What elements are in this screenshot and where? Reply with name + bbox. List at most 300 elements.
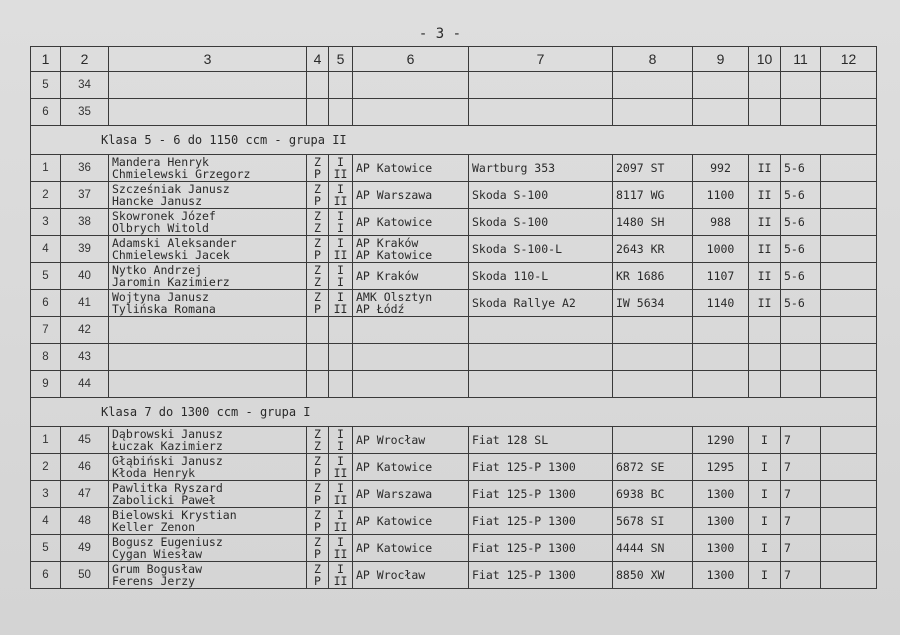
licence-class-line-2: II [333, 493, 348, 507]
club-line-1: AP Warszawa [356, 188, 433, 202]
crew-names [109, 236, 307, 263]
licence-class-line-1: I [337, 290, 344, 304]
licence-type-line-1: Z [314, 535, 321, 549]
start-number: 35 [61, 99, 109, 126]
licence-class-line-1: I [337, 454, 344, 468]
car-model: Fiat 125-P 1300 [469, 535, 613, 562]
class-number: 5-6 [781, 155, 821, 182]
crew-names [109, 562, 307, 589]
row-index: 7 [31, 317, 61, 344]
table-row [31, 371, 877, 398]
class-number: 7 [781, 535, 821, 562]
class-number: 7 [781, 508, 821, 535]
column-header: 12 [821, 47, 877, 72]
licence-type [307, 263, 329, 290]
empty-cell [821, 290, 877, 317]
club-line-1: AP Wrocław [356, 568, 426, 582]
engine-ccm: 988 [693, 209, 749, 236]
class-number: 7 [781, 562, 821, 589]
group-number: II [749, 182, 781, 209]
car-model: Fiat 125-P 1300 [469, 481, 613, 508]
crew-names [109, 508, 307, 535]
empty-cell [821, 209, 877, 236]
licence-type [307, 236, 329, 263]
crew-name-line-2: Cygan Wiesław [112, 547, 203, 561]
row-index: 6 [31, 99, 61, 126]
empty-cell [693, 317, 749, 344]
licence-type [307, 454, 329, 481]
car-model: Skoda S-100-L [469, 236, 613, 263]
empty-cell [109, 99, 307, 126]
licence-class [329, 182, 353, 209]
group-heading-row [31, 398, 877, 427]
licence-class [329, 263, 353, 290]
crew-name-line-1: Wojtyna Janusz [112, 290, 209, 304]
licence-type-line-2: P [314, 547, 321, 561]
empty-cell [821, 562, 877, 589]
registration: 8117 WG [613, 182, 693, 209]
car-model: Skoda S-100 [469, 209, 613, 236]
crew-name-line-2: Hancke Janusz [112, 194, 203, 208]
club-line-1: AP Katowice [356, 215, 433, 229]
crew-name-line-2: Jaromin Kazimierz [112, 275, 230, 289]
registration: IW 5634 [613, 290, 693, 317]
club [353, 155, 469, 182]
table-row [31, 155, 877, 182]
start-number: 49 [61, 535, 109, 562]
club-line-1: AP Wrocław [356, 433, 426, 447]
licence-type-line-1: Z [314, 508, 321, 522]
empty-cell [781, 317, 821, 344]
crew-name-line-1: Szcześniak Janusz [112, 182, 230, 196]
car-model: Fiat 128 SL [469, 427, 613, 454]
club [353, 263, 469, 290]
engine-ccm: 1295 [693, 454, 749, 481]
header-row [31, 47, 877, 72]
class-number: 5-6 [781, 182, 821, 209]
licence-class [329, 209, 353, 236]
engine-ccm: 1300 [693, 535, 749, 562]
crew-name-line-2: Keller Zenon [112, 520, 196, 534]
start-number: 34 [61, 72, 109, 99]
empty-cell [781, 99, 821, 126]
club [353, 290, 469, 317]
licence-type [307, 155, 329, 182]
engine-ccm: 1300 [693, 508, 749, 535]
empty-cell [353, 99, 469, 126]
row-index: 3 [31, 209, 61, 236]
crew-name-line-1: Skowronek Józef [112, 209, 216, 223]
empty-cell [749, 371, 781, 398]
registration [613, 427, 693, 454]
crew-name-line-1: Bielowski Krystian [112, 508, 237, 522]
licence-type-line-2: Z [314, 439, 321, 453]
column-header: 10 [749, 47, 781, 72]
table-row [31, 263, 877, 290]
group-heading-row [31, 126, 877, 155]
empty-cell [353, 72, 469, 99]
row-index: 8 [31, 344, 61, 371]
row-index: 3 [31, 481, 61, 508]
start-number: 38 [61, 209, 109, 236]
table-row [31, 290, 877, 317]
licence-class [329, 481, 353, 508]
empty-cell [821, 344, 877, 371]
empty-cell [353, 317, 469, 344]
licence-class [329, 155, 353, 182]
table-row [31, 72, 877, 99]
engine-ccm: 1290 [693, 427, 749, 454]
licence-type [307, 182, 329, 209]
licence-type-line-2: P [314, 248, 321, 262]
column-header: 9 [693, 47, 749, 72]
class-number: 5-6 [781, 209, 821, 236]
licence-class-line-1: I [337, 263, 344, 277]
table-row [31, 535, 877, 562]
start-number: 48 [61, 508, 109, 535]
crew-name-line-1: Mandera Henryk [112, 155, 209, 169]
licence-type-line-1: Z [314, 427, 321, 441]
crew-name-line-2: Zabolicki Paweł [112, 493, 216, 507]
class-number: 5-6 [781, 290, 821, 317]
table-row [31, 317, 877, 344]
column-header: 1 [31, 47, 61, 72]
column-header: 2 [61, 47, 109, 72]
class-number: 7 [781, 427, 821, 454]
crew-name-line-2: Chmielewski Grzegorz [112, 167, 251, 181]
licence-class-line-1: I [337, 562, 344, 576]
table-row [31, 481, 877, 508]
column-header: 11 [781, 47, 821, 72]
class-number: 5-6 [781, 236, 821, 263]
empty-cell [781, 371, 821, 398]
table-body [31, 47, 877, 589]
table-row [31, 562, 877, 589]
group-number: I [749, 562, 781, 589]
group-number: I [749, 427, 781, 454]
licence-class-line-1: I [337, 427, 344, 441]
licence-type-line-2: Z [314, 221, 321, 235]
start-number: 36 [61, 155, 109, 182]
group-number: II [749, 155, 781, 182]
group-number: II [749, 263, 781, 290]
start-number: 40 [61, 263, 109, 290]
table-row [31, 236, 877, 263]
crew-name-line-1: Dąbrowski Janusz [112, 427, 223, 441]
start-number: 46 [61, 454, 109, 481]
car-model: Fiat 125-P 1300 [469, 562, 613, 589]
registration: 2643 KR [613, 236, 693, 263]
licence-type-line-2: P [314, 520, 321, 534]
club-line-1: AP Katowice [356, 541, 433, 555]
empty-cell [821, 99, 877, 126]
club [353, 481, 469, 508]
table-row [31, 454, 877, 481]
club-line-1: AP Kraków [356, 236, 419, 250]
club-line-1: AP Katowice [356, 514, 433, 528]
empty-cell [469, 99, 613, 126]
engine-ccm: 992 [693, 155, 749, 182]
empty-cell [693, 99, 749, 126]
licence-class-line-1: I [337, 481, 344, 495]
row-index: 4 [31, 508, 61, 535]
licence-class [329, 535, 353, 562]
start-number: 42 [61, 317, 109, 344]
club-line-2: AP Katowice [356, 248, 433, 262]
empty-cell [693, 72, 749, 99]
table-row [31, 182, 877, 209]
registration: 2097 ST [613, 155, 693, 182]
start-number: 37 [61, 182, 109, 209]
crew-name-line-1: Bogusz Eugeniusz [112, 535, 223, 549]
group-number: II [749, 236, 781, 263]
start-number: 45 [61, 427, 109, 454]
group-number: I [749, 454, 781, 481]
licence-class-line-2: I [337, 275, 344, 289]
crew-names [109, 454, 307, 481]
empty-cell [821, 263, 877, 290]
empty-cell [469, 317, 613, 344]
empty-cell [329, 99, 353, 126]
club [353, 182, 469, 209]
empty-cell [469, 344, 613, 371]
car-model: Skoda 110-L [469, 263, 613, 290]
group-number: I [749, 535, 781, 562]
licence-class [329, 427, 353, 454]
licence-class-line-2: II [333, 302, 348, 316]
licence-class-line-1: I [337, 535, 344, 549]
licence-type [307, 535, 329, 562]
car-model: Fiat 125-P 1300 [469, 454, 613, 481]
registration: 8850 XW [613, 562, 693, 589]
engine-ccm: 1100 [693, 182, 749, 209]
licence-class-line-1: I [337, 209, 344, 223]
row-index: 2 [31, 182, 61, 209]
crew-name-line-2: Łuczak Kazimierz [112, 439, 223, 453]
column-header: 3 [109, 47, 307, 72]
row-index: 6 [31, 562, 61, 589]
start-number: 41 [61, 290, 109, 317]
licence-class [329, 508, 353, 535]
engine-ccm: 1107 [693, 263, 749, 290]
group-heading: Klasa 7 do 1300 ccm - grupa I [31, 398, 877, 427]
licence-class-line-2: II [333, 574, 348, 588]
registration: 5678 SI [613, 508, 693, 535]
club [353, 508, 469, 535]
engine-ccm: 1300 [693, 481, 749, 508]
empty-cell [469, 72, 613, 99]
empty-cell [353, 371, 469, 398]
empty-cell [613, 99, 693, 126]
licence-type [307, 290, 329, 317]
crew-name-line-2: Olbrych Witold [112, 221, 209, 235]
group-number: II [749, 209, 781, 236]
empty-cell [821, 155, 877, 182]
crew-name-line-2: Ferens Jerzy [112, 574, 196, 588]
club-line-1: AP Kraków [356, 269, 419, 283]
empty-cell [821, 236, 877, 263]
start-number: 50 [61, 562, 109, 589]
licence-class-line-2: I [337, 439, 344, 453]
row-index: 1 [31, 155, 61, 182]
club [353, 454, 469, 481]
licence-class-line-1: I [337, 182, 344, 196]
engine-ccm: 1000 [693, 236, 749, 263]
empty-cell [749, 99, 781, 126]
column-header: 6 [353, 47, 469, 72]
licence-type [307, 209, 329, 236]
licence-class [329, 236, 353, 263]
licence-type-line-2: P [314, 167, 321, 181]
club [353, 236, 469, 263]
empty-cell [821, 317, 877, 344]
class-number: 7 [781, 481, 821, 508]
empty-cell [307, 317, 329, 344]
licence-type-line-2: Z [314, 275, 321, 289]
car-model: Fiat 125-P 1300 [469, 508, 613, 535]
empty-cell [613, 371, 693, 398]
licence-type-line-2: P [314, 574, 321, 588]
empty-cell [469, 371, 613, 398]
car-model: Skoda S-100 [469, 182, 613, 209]
group-number: I [749, 481, 781, 508]
start-number: 39 [61, 236, 109, 263]
licence-type-line-1: Z [314, 155, 321, 169]
empty-cell [821, 371, 877, 398]
club [353, 535, 469, 562]
club-line-2: AP Łódź [356, 302, 405, 316]
table-row [31, 209, 877, 236]
start-number: 44 [61, 371, 109, 398]
club [353, 427, 469, 454]
crew-name-line-2: Kłoda Henryk [112, 466, 196, 480]
licence-type-line-1: Z [314, 263, 321, 277]
club-line-1: AMK Olsztyn [356, 290, 433, 304]
licence-type-line-1: Z [314, 562, 321, 576]
row-index: 9 [31, 371, 61, 398]
licence-class-line-1: I [337, 508, 344, 522]
licence-class-line-2: I [337, 221, 344, 235]
empty-cell [781, 344, 821, 371]
licence-type-line-1: Z [314, 209, 321, 223]
empty-cell [613, 317, 693, 344]
table-row [31, 99, 877, 126]
club [353, 209, 469, 236]
empty-cell [307, 371, 329, 398]
licence-type [307, 481, 329, 508]
registration: 1480 SH [613, 209, 693, 236]
crew-names [109, 535, 307, 562]
empty-cell [307, 72, 329, 99]
registration: 6938 BC [613, 481, 693, 508]
column-header: 4 [307, 47, 329, 72]
row-index: 6 [31, 290, 61, 317]
licence-class [329, 454, 353, 481]
licence-class-line-1: I [337, 236, 344, 250]
empty-cell [329, 344, 353, 371]
empty-cell [781, 72, 821, 99]
row-index: 5 [31, 72, 61, 99]
empty-cell [821, 182, 877, 209]
empty-cell [821, 454, 877, 481]
group-heading: Klasa 5 - 6 do 1150 ccm - grupa II [31, 126, 877, 155]
empty-cell [821, 535, 877, 562]
crew-name-line-2: Tylińska Romana [112, 302, 216, 316]
licence-type-line-1: Z [314, 182, 321, 196]
licence-type [307, 427, 329, 454]
licence-type-line-2: P [314, 466, 321, 480]
licence-class-line-1: I [337, 155, 344, 169]
crew-names [109, 427, 307, 454]
licence-type-line-2: P [314, 194, 321, 208]
empty-cell [329, 72, 353, 99]
row-index: 2 [31, 454, 61, 481]
empty-cell [307, 344, 329, 371]
licence-class-line-2: II [333, 167, 348, 181]
club-line-1: AP Katowice [356, 161, 433, 175]
crew-names [109, 481, 307, 508]
crew-name-line-1: Głąbiński Janusz [112, 454, 223, 468]
crew-names [109, 182, 307, 209]
club-line-1: AP Katowice [356, 460, 433, 474]
entry-list-table [30, 46, 877, 589]
empty-cell [693, 371, 749, 398]
empty-cell [613, 344, 693, 371]
empty-cell [109, 317, 307, 344]
empty-cell [693, 344, 749, 371]
row-index: 5 [31, 263, 61, 290]
licence-class-line-2: II [333, 466, 348, 480]
crew-names [109, 155, 307, 182]
licence-class [329, 290, 353, 317]
row-index: 5 [31, 535, 61, 562]
crew-names [109, 263, 307, 290]
empty-cell [109, 72, 307, 99]
empty-cell [307, 99, 329, 126]
page-number: - 3 - [418, 26, 462, 42]
crew-names [109, 290, 307, 317]
licence-class-line-2: II [333, 520, 348, 534]
row-index: 4 [31, 236, 61, 263]
row-index: 1 [31, 427, 61, 454]
empty-cell [749, 344, 781, 371]
crew-names [109, 209, 307, 236]
licence-type-line-2: P [314, 302, 321, 316]
crew-name-line-2: Chmielewski Jacek [112, 248, 230, 262]
licence-type-line-1: Z [314, 454, 321, 468]
registration: 6872 SE [613, 454, 693, 481]
crew-name-line-1: Adamski Aleksander [112, 236, 237, 250]
empty-cell [821, 508, 877, 535]
column-header: 5 [329, 47, 353, 72]
empty-cell [353, 344, 469, 371]
licence-type [307, 508, 329, 535]
empty-cell [329, 371, 353, 398]
group-number: II [749, 290, 781, 317]
class-number: 7 [781, 454, 821, 481]
empty-cell [821, 72, 877, 99]
licence-type-line-1: Z [314, 290, 321, 304]
column-header: 7 [469, 47, 613, 72]
group-number: I [749, 508, 781, 535]
empty-cell [821, 427, 877, 454]
car-model: Wartburg 353 [469, 155, 613, 182]
licence-class [329, 562, 353, 589]
empty-cell [109, 371, 307, 398]
licence-class-line-2: II [333, 194, 348, 208]
licence-class-line-2: II [333, 248, 348, 262]
crew-name-line-1: Grum Bogusław [112, 562, 203, 576]
